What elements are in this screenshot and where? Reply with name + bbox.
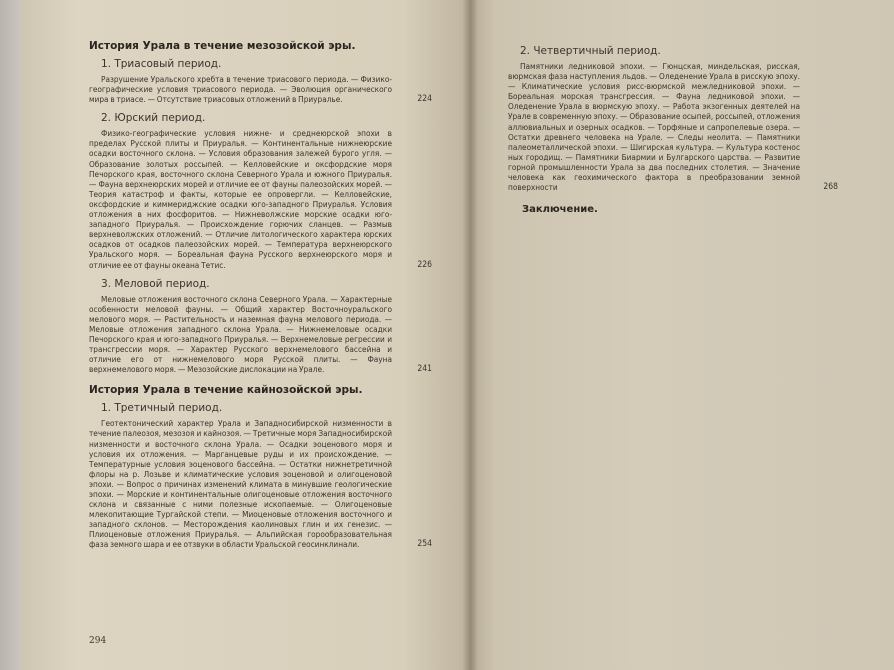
cretaceous-heading: 3. Меловой период. — [101, 277, 210, 290]
triassic-heading: 1. Триасовый период. — [101, 58, 222, 70]
cretaceous-entry — [89, 278, 432, 375]
triassic-body: Разрушение Уральского хребта в течение триасового периода. — Физико-географические условия триасового периода. — Эволюция органического мира в триасе. — Отсутствие триасовых отложений в Приуралье. — [89, 74, 392, 105]
tertiary-heading: 1. Третичный период. — [101, 402, 223, 415]
jurassic-entry — [89, 112, 432, 269]
left-folio: 294 — [89, 636, 107, 646]
jurassic-text — [89, 128, 432, 270]
jurassic-heading: 2. Юрский период. — [101, 112, 206, 125]
quaternary-entry — [508, 45, 838, 193]
cretaceous-text — [89, 293, 432, 375]
tertiary-page-number: 254 — [417, 539, 432, 550]
triassic-page-number: 224 — [417, 94, 432, 105]
left-page — [22, 0, 470, 670]
triassic-entry — [89, 58, 432, 104]
book-spine-fold — [462, 0, 478, 670]
jurassic-page-number: 226 — [417, 259, 432, 270]
right-page — [470, 0, 894, 670]
triassic-text — [89, 74, 432, 105]
quaternary-text — [508, 61, 838, 193]
cenozoic-section-title: История Урала в течение кайнозойской эры. — [89, 384, 363, 397]
jurassic-body: Физико-географические условия нижне- и среднеюрской эпохи в пределах Русской плиты и Приуралья. — Континентальные нижнеюрские осадки восточного склона. — Условия образования залежей бурого угля. — Образование золотых россыпей. — Келловейские и оксфордские моря Печорского края, восточного склона Северного Урала и южного Приуралья. — Фауна верхнеюрских морей и отличие ее от фауны палеозойских морей. — Теория катастроф и факты, которые ее опровергли. — Келловейские, оксфордские и киммериджские осадки юго-западного Приуралья. Условия отложения в них фосфоритов. — Нижневолжские морские осадки юго-западного Приуралья. — Происхождение горючих сланцев. — Размыв верхневолжских отложений. — Отличие литологического характера юрских осадков от осадков палеозойских морей. — Температура верхнеюрского Уральского моря. — Бореальная фауна Русского верхнеюрского моря и отличие ее от фауны океана Тетис. — [89, 128, 392, 270]
quaternary-heading: 2. Четвертичный период. — [520, 45, 661, 57]
cretaceous-page-number: 241 — [417, 364, 432, 375]
quaternary-page-number: 268 — [823, 182, 838, 193]
tertiary-entry — [89, 402, 432, 549]
conclusion-heading: Заключение. — [522, 204, 598, 216]
cretaceous-body: Меловые отложения восточного склона Северного Урала. — Характерные особенности меловой фауны. — Общий характер Восточноуральского мелового моря. — Растительность и наземная фауна мелового периода. — Меловые отложения западного склона Урала. — Нижнемеловые осадки Печорского края и юго-западного Приуралья. — Верхнемеловые регрессии и трансгрессии моря. — Характер Русского верхнемелового бассейна и отличие его от нижнемелового моря Русской плиты. — Фауна верхнемелового моря. — Мезозойские дислокации на Урале. — [89, 293, 392, 375]
quaternary-body: Памятники ледниковой эпохи. — Гюнцская, миндельская, рисская, вюрмская фаза наступления льдов. — Оледенение Урала в рисскую эпоху. — Климатические условия рисс-вюрмской межледниковой эпохи. — Бореальная морская трансгрессия. — Фауна ледниковой эпохи. — Оледенение Урала в вюрмскую эпоху. — Работа экзогенных деятелей на Урале в современную эпоху. — Образование осыпей, россыпей, отложения аллювиальных и озерных осадков. — Торфяные и сапропелевые озера. — Остатки древнего человека на Урале. — Следы неолита. — Памятники палеометаллической эпохи. — Шигирская культура. — Культура костенос ных городищ. — Памятники Биармии и Булгарского царства. — Развитие горной промышленности Урала за два последних столетия. — Значение человека как геохимического фактора в преобразовании земной поверхности — [508, 61, 800, 193]
mesozoic-section-title: История Урала в течение мезозойской эры. — [89, 40, 356, 52]
tertiary-text — [89, 418, 432, 550]
tertiary-body: Геотектонический характер Урала и Западносибирской низменности в течение палеозоя, мезозоя и кайнозоя. — Третичные моря Западносибирской низменности и восточного склона Урала. — Осадки эоценового моря и условия их отложения. — Марганцевые руды и их происхождение. — Температурные условия эоценового бассейна. — Остатки нижнетретичной флоры на р. Лозьве и климатические условия эоценовой и олигоценовой эпохи. — Вопрос о причинах изменений климата в минувшие геологические эпохи. — Морские и континентальные олигоценовые отложения восточного склона и связанные с ними полезные ископаемые. — Олигоценовые млекопитающие Тургайской степи. — Миоценовые отложения восточного и западного склонов. — Месторождения каолиновых глин и их генезис. — Плиоценовые отложения Приуралья. — Альпийская горообразовательная фаза земного шара и ее отзвуки в области Уральской геосинклинали. — [89, 418, 392, 550]
